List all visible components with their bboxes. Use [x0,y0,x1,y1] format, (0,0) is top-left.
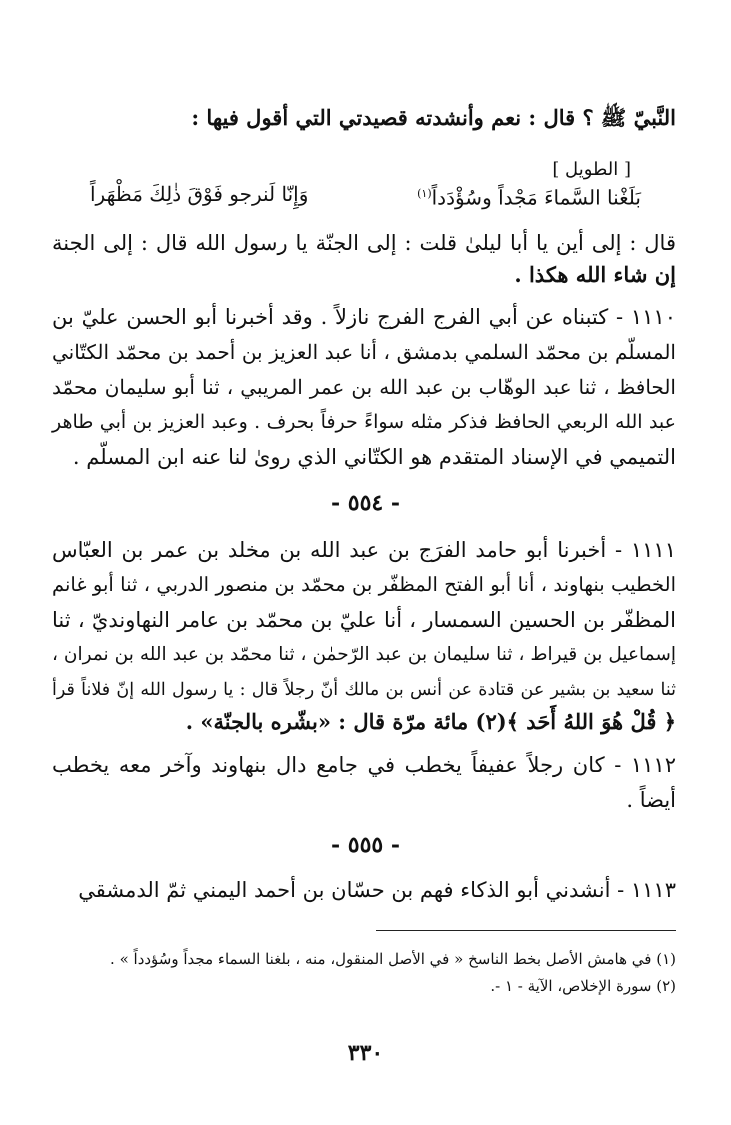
text-line: المسلّم بن محمّد السلمي بدمشق ، أنا عبد العزيز بن أحمد بن محمّد الكتّاني [52,340,676,364]
verse-second-hemistich: وَإِنّا لَنرجو فَوْقَ ذٰلِكَ مَظْهَراً [90,182,309,206]
text-line: الخطيب بنهاوند ، أنا أبو الفتح المظفّر بن محمّد بن منصور الدربي ، ثنا أبو غانم [52,573,676,596]
verse-first-text: بَلَغْنا السَّماءَ مَجْداً وسُؤْدَداً [431,185,641,210]
text-line: إسماعيل بن قيراط ، ثنا سليمان بن عبد الرّحمٰن ، ثنا محمّد بن عبد الله بن نمران ، [52,644,676,665]
verse-first-hemistich [417,180,641,212]
text-line: ١١١٢ - كان رجلاً عفيفاً يخطب في جامع دال بنهاوند وآخر معه يخطب [52,753,676,777]
text-line: ثنا سعيد بن بشير عن قتادة عن أنس بن مالك أنّ رجلاً قال : يا رسول الله إنّ فلاناً قرأ [52,680,676,700]
footnote-1: (١) في هامش الأصل بخط الناسخ « في الأصل المنقول، منه ، بلغنا السماء مجداً وسُؤدداً » . [110,950,676,968]
text-line: النَّبيّ ﷺ ؟ قال : نعم وأنشدته قصيدتي التي أقول فيها : [191,105,676,130]
page-number: ٣٣٠ [347,1040,384,1066]
text-line: إن شاء الله هكذا . [514,262,676,287]
footnote-rule [376,930,676,931]
text-line: ١١١٣ - أنشدني أبو الذكاء فهم بن حسّان بن أحمد اليمني ثمّ الدمشقي [78,878,676,902]
text-line: الحافظ ، ثنا عبد الوهّاب بن عبد الله بن عمر المريبي ، ثنا أبو سليمان محمّد [52,375,676,399]
text-line: ﴿ قُلْ هُوَ اللهُ أَحَد ﴾(٢) مائة مرّة قال : «بشّره بالجنّة» . [185,709,676,734]
footnote-marker: (١) [417,187,432,200]
text-line: قال : إلى أين يا أبا ليلىٰ قلت : إلى الجنّة يا رسول الله قال : إلى الجنة [52,231,676,255]
text-line: المظفّر بن الحسين السمسار ، أنا عليّ بن محمّد بن عامر النهاونديّ ، ثنا [52,608,676,632]
text-line: ١١١١ - أخبرنا أبو حامد الفرَج بن عبد الله بن مخلد بن عمر بن العبّاس [52,538,676,562]
text-line: ١١١٠ - كتبناه عن أبي الفرج الفرج نازلاً . وقد أخبرنا أبو الحسن عليّ بن [52,305,676,329]
text-line: أيضاً . [626,788,676,812]
text-line: التميمي في الإسناد المتقدم هو الكتّاني الذي روىٰ لنا عنه ابن المسلّم . [72,445,676,469]
footnote-2: (٢) سورة الإخلاص، الآية - ١ -. [490,977,676,995]
section-separator: - ٥٥٤ - [330,490,401,516]
text-line: عبد الله الربعي الحافظ فذكر مثله سواءً حرفاً بحرف . وعبد العزيز بن أبي طاهر [52,411,676,433]
verse-meter-label: [ الطويل ] [552,159,631,180]
section-separator: - ٥٥٥ - [330,832,401,858]
